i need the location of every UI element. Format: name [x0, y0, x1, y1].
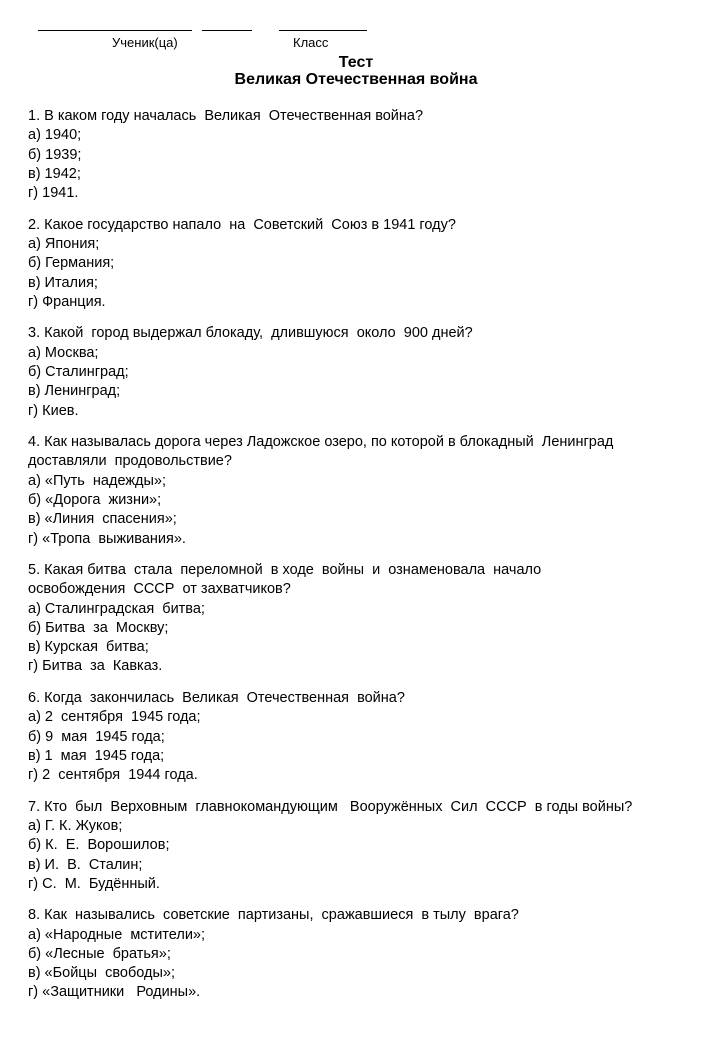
question-text [28, 798, 688, 817]
option-item: в) «Бойцы свободы»; [28, 965, 175, 982]
document-title [0, 54, 712, 88]
option-item: в) 1942; [28, 165, 81, 182]
question-options [28, 126, 688, 203]
option-item: б) «Дорога жизни»; [28, 491, 162, 508]
option-item: г) Франция. [28, 293, 106, 310]
question-options [28, 344, 688, 421]
question-text [28, 433, 688, 472]
class-blank-label: Класс [293, 35, 329, 50]
document-title-line2: Великая Отечественная война [234, 71, 478, 88]
option-item: в) И. В. Сталин; [28, 856, 143, 873]
question-block [28, 433, 688, 549]
question-text [28, 906, 688, 925]
question-line: 2. Какое государство напало на Советский Союз в 1941 году? [28, 216, 456, 233]
question-line: доставляли продовольствие? [28, 453, 232, 470]
student-blank-label: Ученик(ца) [112, 35, 178, 50]
question-line: 4. Как называлась дорога через Ладожское озеро, по которой в блокадный Ленинград [28, 434, 614, 451]
option-item: а) 1940; [28, 127, 82, 144]
question-options [28, 708, 688, 785]
middle-blank-field[interactable] [202, 30, 252, 31]
student-name-blank-field[interactable] [38, 30, 192, 31]
question-line: 6. Когда закончилась Великая Отечественная война? [28, 689, 405, 706]
option-item: г) 2 сентября 1944 года. [28, 767, 198, 784]
class-blank-field[interactable] [279, 30, 367, 31]
option-item: а) Москва; [28, 344, 99, 361]
question-line: освобождения СССР от захватчиков? [28, 581, 291, 598]
question-text [28, 324, 688, 343]
option-item: в) Ленинград; [28, 383, 121, 400]
question-options [28, 472, 688, 549]
option-item: г) 1941. [28, 185, 79, 202]
option-item: б) 1939; [28, 146, 82, 163]
question-block [28, 906, 688, 1002]
option-item: а) Г. К. Жуков; [28, 817, 123, 834]
question-block [28, 107, 688, 203]
option-item: б) 9 мая 1945 года; [28, 728, 165, 745]
option-item: б) «Лесные братья»; [28, 945, 171, 962]
question-block [28, 689, 688, 785]
option-item: б) Германия; [28, 255, 115, 272]
question-line: 3. Какой город выдержал блокаду, длившуюся около 900 дней? [28, 325, 473, 342]
option-item: а) «Народные мстители»; [28, 926, 206, 943]
question-line: 1. В каком году началась Великая Отечественная война? [28, 108, 424, 124]
question-line: 8. Как назывались советские партизаны, сражавшиеся в тылу врага? [28, 907, 519, 924]
document-title-line1: Тест [338, 54, 374, 71]
option-item: г) Битва за Кавказ. [28, 658, 163, 675]
question-options [28, 600, 688, 677]
option-item: г) «Защитники Родины». [28, 984, 201, 1001]
option-item: г) С. М. Будённый. [28, 875, 160, 892]
question-block [28, 798, 688, 894]
option-item: в) «Линия спасения»; [28, 511, 177, 528]
option-item: б) Битва за Москву; [28, 619, 169, 636]
question-text [28, 689, 688, 708]
option-item: а) Япония; [28, 235, 100, 252]
questions [28, 107, 688, 1015]
question-text [28, 216, 688, 235]
option-item: г) «Тропа выживания». [28, 530, 186, 547]
option-item: а) «Путь надежды»; [28, 472, 167, 489]
question-block [28, 216, 688, 312]
option-item: в) Италия; [28, 274, 98, 291]
option-item: в) Курская битва; [28, 639, 149, 656]
question-options [28, 235, 688, 312]
question-text [28, 107, 688, 126]
option-item: в) 1 мая 1945 года; [28, 747, 165, 764]
form-header [0, 0, 720, 52]
question-line: 7. Кто был Верховным главнокомандующим Вооружённых Сил СССР в годы войны? [28, 798, 633, 815]
option-item: б) К. Е. Ворошилов; [28, 837, 170, 854]
question-options [28, 926, 688, 1003]
question-line: 5. Какая битва стала переломной в ходе войны и ознаменовала начало [28, 561, 542, 578]
question-text [28, 561, 688, 600]
option-item: б) Сталинград; [28, 363, 129, 380]
option-item: а) 2 сентября 1945 года; [28, 709, 201, 726]
option-item: г) Киев. [28, 402, 79, 419]
question-options [28, 817, 688, 894]
question-block [28, 561, 688, 677]
question-block [28, 324, 688, 420]
option-item: а) Сталинградская битва; [28, 600, 205, 617]
